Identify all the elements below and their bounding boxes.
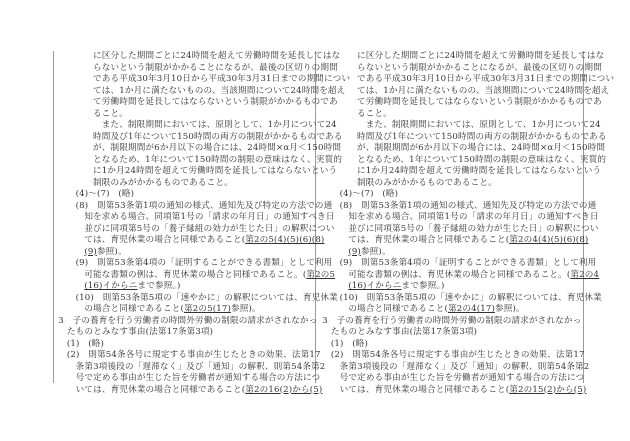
text-line <box>331 327 477 339</box>
text-line <box>357 63 602 75</box>
line-text: て労働時間を延長してはならないという制限がかかるものであ <box>357 97 602 107</box>
cross-reference-link[interactable]: 第2の4 <box>570 269 600 280</box>
line-text: 並びに同項第5号の「養子縁組の効力が生じた日」の解釈につい <box>84 223 335 234</box>
text-line <box>58 316 317 328</box>
line-text: 知を求める場合、同項第1号の「請求の年月日」の通知すべき日 <box>348 212 599 222</box>
line-text: に区分した期間ごとに24時間を超えて労働時間を延長してはな <box>357 51 605 61</box>
line-text: (4)～(7) (略) <box>75 189 135 199</box>
line-text: に区分した期間ごとに24時間を超えて労働時間を延長してはな <box>93 51 341 61</box>
text-line <box>331 339 368 351</box>
line-text: が、制限期間が6か月以下の場合には、24時間×α月＜150時間 <box>357 143 606 153</box>
text-line <box>67 339 104 351</box>
text-line <box>84 304 260 316</box>
line-text: が、制限期間が6か月以下の場合には、24時間×α月＜150時間 <box>93 143 342 153</box>
text-line <box>366 120 601 132</box>
line-text: 3 子の養育を行う労働者の時間外労働の制限の請求がされなかっ <box>58 315 318 326</box>
line-text: 時間及び1年について150時間の両方の制限がかかるものである <box>93 131 343 142</box>
cross-reference-link[interactable]: 第2の4(4)(5)(6)(8) <box>509 235 589 245</box>
text-line <box>76 201 333 213</box>
text-line <box>76 293 338 305</box>
text-line <box>76 385 323 397</box>
text-line <box>84 270 335 282</box>
text-line <box>76 362 326 374</box>
left-border-line <box>53 51 54 383</box>
text-line <box>357 109 392 121</box>
line-text: 条第3項後段の「遅滞なく」及び「通知」の解釈、則第54条第2 <box>75 361 326 372</box>
line-text: に1か月24時間を超えて労働時間を延長してはならないという <box>93 166 338 176</box>
line-text: まで参照。) <box>401 281 445 291</box>
line-text: である平成30年3月10日から平成30年3月31日までの期間につい <box>357 74 615 84</box>
text-line <box>340 293 602 305</box>
line-text: 制限のみがかかるものであること。 <box>93 177 233 188</box>
text-line <box>357 166 601 178</box>
line-text: らないという制限がかかることになるが、最後の区切りの期間 <box>357 62 602 73</box>
line-text: いては、育児休業の場合と同様であること( <box>339 384 510 395</box>
text-line <box>67 327 213 339</box>
line-text: 号で定める事由が生じた旨を労働者が通知する場合の方法につ <box>75 373 321 383</box>
text-line <box>84 247 126 259</box>
cross-reference-link[interactable]: 第2の5(17) <box>184 304 231 314</box>
line-text: (9) 則第53条第4項の「証明することができる書類」として利用 <box>339 258 597 268</box>
line-text: (1) (略) <box>66 338 105 349</box>
line-text: 並びに同項第5号の「養子縁組の効力が生じた日」の解釈につい <box>348 223 599 234</box>
line-text: 号で定める事由が生じた旨を労働者が通知する場合の方法につ <box>339 373 585 383</box>
line-text: まで参照。) <box>137 281 181 291</box>
line-text: 3 子の養育を行う労働者の時間外労働の制限の請求がされなかっ <box>322 315 582 326</box>
text-line <box>357 178 497 190</box>
line-text: 可能な書類の例は、育児休業の場合と同様であること。( <box>348 269 571 280</box>
line-text: (2) 則第54条各号に規定する事由が生じたときの効果、法第17 <box>330 350 585 360</box>
line-text: 条第3項後段の「遅滞なく」及び「通知」の解釈、則第54条第2 <box>339 361 590 372</box>
line-text: (10) 則第53条第5項の「速やかに」の解釈については、育児休業 <box>75 292 338 303</box>
text-line <box>322 316 581 328</box>
text-line <box>84 224 334 236</box>
text-line <box>357 86 609 98</box>
line-text: また、制限期間においては、原則として、1か月について24 <box>101 120 337 130</box>
text-line <box>93 63 338 75</box>
text-line <box>93 166 337 178</box>
text-line <box>357 132 607 144</box>
text-line <box>67 350 321 362</box>
text-line <box>340 373 585 385</box>
line-text: (9) 則第53条第4項の「証明することができる書類」として利用 <box>75 258 333 268</box>
line-text: 参照)。 <box>96 246 127 257</box>
text-line <box>331 350 585 362</box>
line-text: (2) 則第54条各号に規定する事由が生じたときの効果、法第17 <box>66 350 321 360</box>
text-line <box>93 109 128 121</box>
cross-reference-link[interactable]: 第2の15(2)から(5) <box>509 384 587 395</box>
text-line <box>340 258 597 270</box>
line-text: (10) 則第53条第5項の「速やかに」の解釈については、育児休業 <box>339 292 602 303</box>
line-text: 参照)。 <box>230 304 261 314</box>
line-text: の場合と同様であること( <box>348 304 448 314</box>
line-text: ること。 <box>93 108 128 119</box>
line-text: ては、1か月に満たないものの、当該期間について24時間を超え <box>93 85 346 96</box>
line-text: (1) (略) <box>330 338 369 349</box>
text-line <box>348 212 598 224</box>
text-line <box>76 373 321 385</box>
line-text: に1か月24時間を超えて労働時間を延長してはならないという <box>357 166 602 176</box>
text-line <box>340 201 597 213</box>
line-text: 制限のみがかかるものであること。 <box>357 177 497 188</box>
text-line <box>357 97 602 109</box>
text-line <box>348 270 599 282</box>
line-text: の場合と同様であること( <box>84 304 184 314</box>
line-text: ること。 <box>357 108 392 119</box>
text-line <box>84 281 180 293</box>
line-text: ては、育児休業の場合と同様であること( <box>348 235 510 245</box>
cross-reference-link[interactable]: 第2の16(2)から(5) <box>245 384 323 395</box>
line-text: また、制限期間においては、原則として、1か月について24 <box>365 120 601 130</box>
line-text: ては、1か月に満たないものの、当該期間について24時間を超え <box>357 85 610 96</box>
line-text: 可能な書類の例は、育児休業の場合と同様であること。( <box>84 269 307 280</box>
cross-reference-link[interactable]: 第2の4(17) <box>448 304 495 314</box>
line-text: らないという制限がかかることになるが、最後の区切りの期間 <box>93 62 338 73</box>
text-line <box>357 51 604 63</box>
line-text: たものとみなす事由(法第17条第3項) <box>66 327 214 337</box>
text-line <box>84 235 324 247</box>
cross-reference-link[interactable]: 第2の5 <box>306 269 336 280</box>
text-line <box>93 86 345 98</box>
text-line <box>340 385 587 397</box>
text-line <box>93 97 338 109</box>
text-line <box>93 155 342 167</box>
line-text: (8) 則第53条第1項の通知の様式、通知先及び特定の方法での通 <box>75 200 333 211</box>
text-line <box>93 143 341 155</box>
text-line <box>102 120 337 132</box>
text-line <box>348 235 588 247</box>
line-text: ては、育児休業の場合と同様であること( <box>84 235 246 245</box>
text-line <box>93 74 350 86</box>
line-text: 参照)。 <box>494 304 525 314</box>
text-line <box>340 362 590 374</box>
cross-reference-link[interactable]: (16)イからニ <box>348 281 402 291</box>
cross-reference-link[interactable]: (9) <box>348 246 361 257</box>
text-line <box>93 178 233 190</box>
text-line <box>357 155 606 167</box>
line-text: となるため、1年について150時間の制限の意味はなく、実質的 <box>93 154 343 165</box>
text-line <box>93 51 340 63</box>
line-text: て労働時間を延長してはならないという制限がかかるものであ <box>93 97 338 107</box>
line-text: 時間及び1年について150時間の両方の制限がかかるものである <box>357 131 607 142</box>
text-line <box>348 281 444 293</box>
text-line <box>357 143 605 155</box>
line-text: である平成30年3月10日から平成30年3月31日までの期間につい <box>93 74 351 84</box>
text-line <box>357 74 614 86</box>
line-text: 知を求める場合、同項第1号の「請求の年月日」の通知すべき日 <box>84 212 335 222</box>
line-text: となるため、1年について150時間の制限の意味はなく、実質的 <box>357 154 607 165</box>
line-text: たものとみなす事由(法第17条第3項) <box>330 327 478 337</box>
text-line <box>340 189 398 201</box>
text-line <box>348 247 390 259</box>
cross-reference-link[interactable]: (9) <box>84 246 97 257</box>
line-text: いては、育児休業の場合と同様であること( <box>75 384 246 395</box>
cross-reference-link[interactable]: (16)イからニ <box>84 281 138 291</box>
text-line <box>93 132 343 144</box>
text-line <box>76 189 134 201</box>
text-line <box>84 212 334 224</box>
text-line <box>348 304 524 316</box>
line-text: (8) 則第53条第1項の通知の様式、通知先及び特定の方法での通 <box>339 200 597 211</box>
cross-reference-link[interactable]: 第2の5(4)(5)(6)(8) <box>245 235 325 245</box>
text-line <box>348 224 598 236</box>
text-line <box>76 258 333 270</box>
line-text: (4)～(7) (略) <box>339 189 399 199</box>
line-text: 参照)。 <box>360 246 391 257</box>
